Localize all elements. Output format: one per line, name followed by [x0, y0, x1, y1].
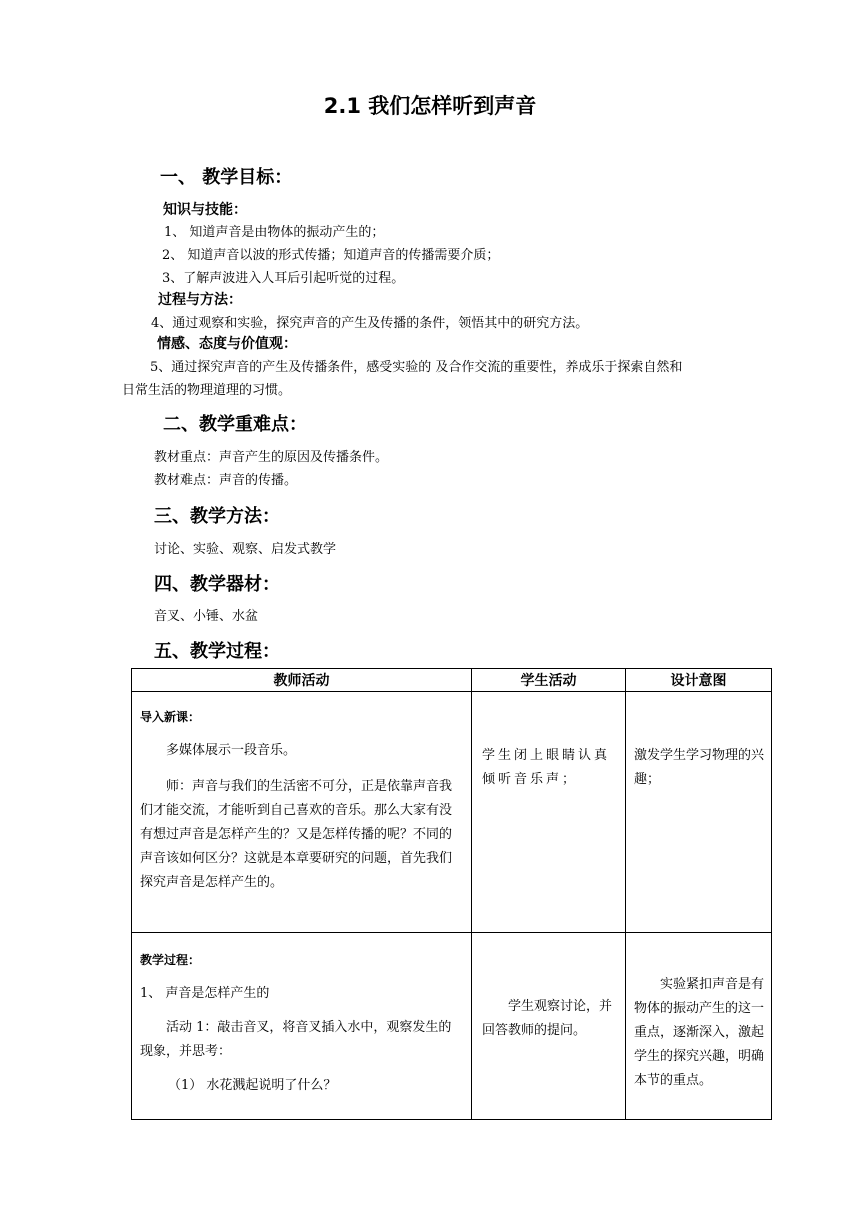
header-teacher-activity: 教师活动 — [132, 669, 472, 692]
design-intent-cell — [626, 933, 772, 1120]
header-student-activity: 学生活动 — [472, 669, 626, 692]
process-paragraph-2: 活动 1：敲击音叉，将音叉插入水中，观察发生的现象，并思考： — [140, 1020, 452, 1059]
emotion-item-5-line2: 日常生活的物理道理的习惯。 — [122, 383, 292, 398]
difficult-point: 教材难点：声音的传播。 — [154, 473, 298, 488]
knowledge-item-2: 2、 知道声音以波的形式传播；知道声音的传播需要介质； — [162, 248, 500, 263]
header-design-intent: 设计意图 — [626, 669, 772, 692]
student-activity-text: 学生观察讨论，并回答教师的提问。 — [482, 999, 613, 1038]
section-goals-heading: 一、 教学目标： — [160, 167, 293, 188]
process-method-item-4: 4、通过观察和实验，探究声音的产生及传播的条件，领悟其中的研究方法。 — [151, 316, 589, 331]
intro-paragraph-2: 师：声音与我们的生活密不可分，正是依靠声音我们才能交流，才能听到自己喜欢的音乐。那么大家有没有想过声音是怎样产生的？又是怎样传播的呢？不同的声音该如何区分？这就是本章要研究的问题，首先我们探究声音是怎样产生的。 — [140, 779, 453, 890]
knowledge-item-1: 1、 知道声音是由物体的振动产生的； — [164, 225, 385, 240]
teaching-process-table — [131, 668, 772, 1120]
teacher-activity-cell — [132, 933, 472, 1120]
intro-paragraph-1: 多媒体展示一段音乐。 — [166, 743, 297, 758]
student-activity-cell — [472, 692, 626, 933]
process-paragraph-1: 1、 声音是怎样产生的 — [140, 986, 270, 1001]
process-paragraph-3: （1） 水花溅起说明了什么？ — [168, 1078, 337, 1093]
table-header-row — [132, 669, 772, 692]
materials-text: 音叉、小锤、水盆 — [154, 609, 259, 624]
emotion-item-5-line1: 5、通过探究声音的产生及传播条件，感受实验的 及合作交流的重要性，养成乐于探索自然和 — [150, 360, 683, 375]
emotion-heading: 情感、态度与价值观： — [157, 336, 297, 352]
knowledge-heading: 知识与技能： — [163, 202, 247, 218]
teacher-activity-cell — [132, 692, 472, 933]
process-label: 教学过程： — [140, 953, 201, 967]
design-intent-cell — [626, 692, 772, 933]
section-key-points-heading: 二、教学重难点： — [163, 414, 307, 435]
knowledge-item-3: 3、了解声波进入人耳后引起听觉的过程。 — [162, 271, 405, 286]
section-methods-heading: 三、教学方法： — [154, 506, 280, 527]
table-row — [132, 933, 772, 1120]
design-intent-text: 激发学生学习物理的兴趣； — [634, 748, 765, 787]
table-row — [132, 692, 772, 933]
methods-text: 讨论、实验、观察、启发式教学 — [154, 542, 337, 557]
student-activity-text: 学生闭上眼睛认真倾听音乐声； — [482, 748, 611, 787]
student-activity-cell — [472, 933, 626, 1120]
intro-label: 导入新课： — [140, 710, 201, 724]
process-method-heading: 过程与方法： — [158, 292, 242, 308]
key-point: 教材重点：声音产生的原因及传播条件。 — [154, 450, 389, 465]
section-process-heading: 五、教学过程： — [154, 641, 280, 662]
section-materials-heading: 四、教学器材： — [154, 574, 280, 595]
design-intent-text: 实验紧扣声音是有物体的振动产生的这一重点，逐渐深入，激起学生的探究兴趣，明确本节的重点。 — [634, 977, 765, 1088]
page-title: 2.1 我们怎样听到声音 — [323, 94, 537, 118]
